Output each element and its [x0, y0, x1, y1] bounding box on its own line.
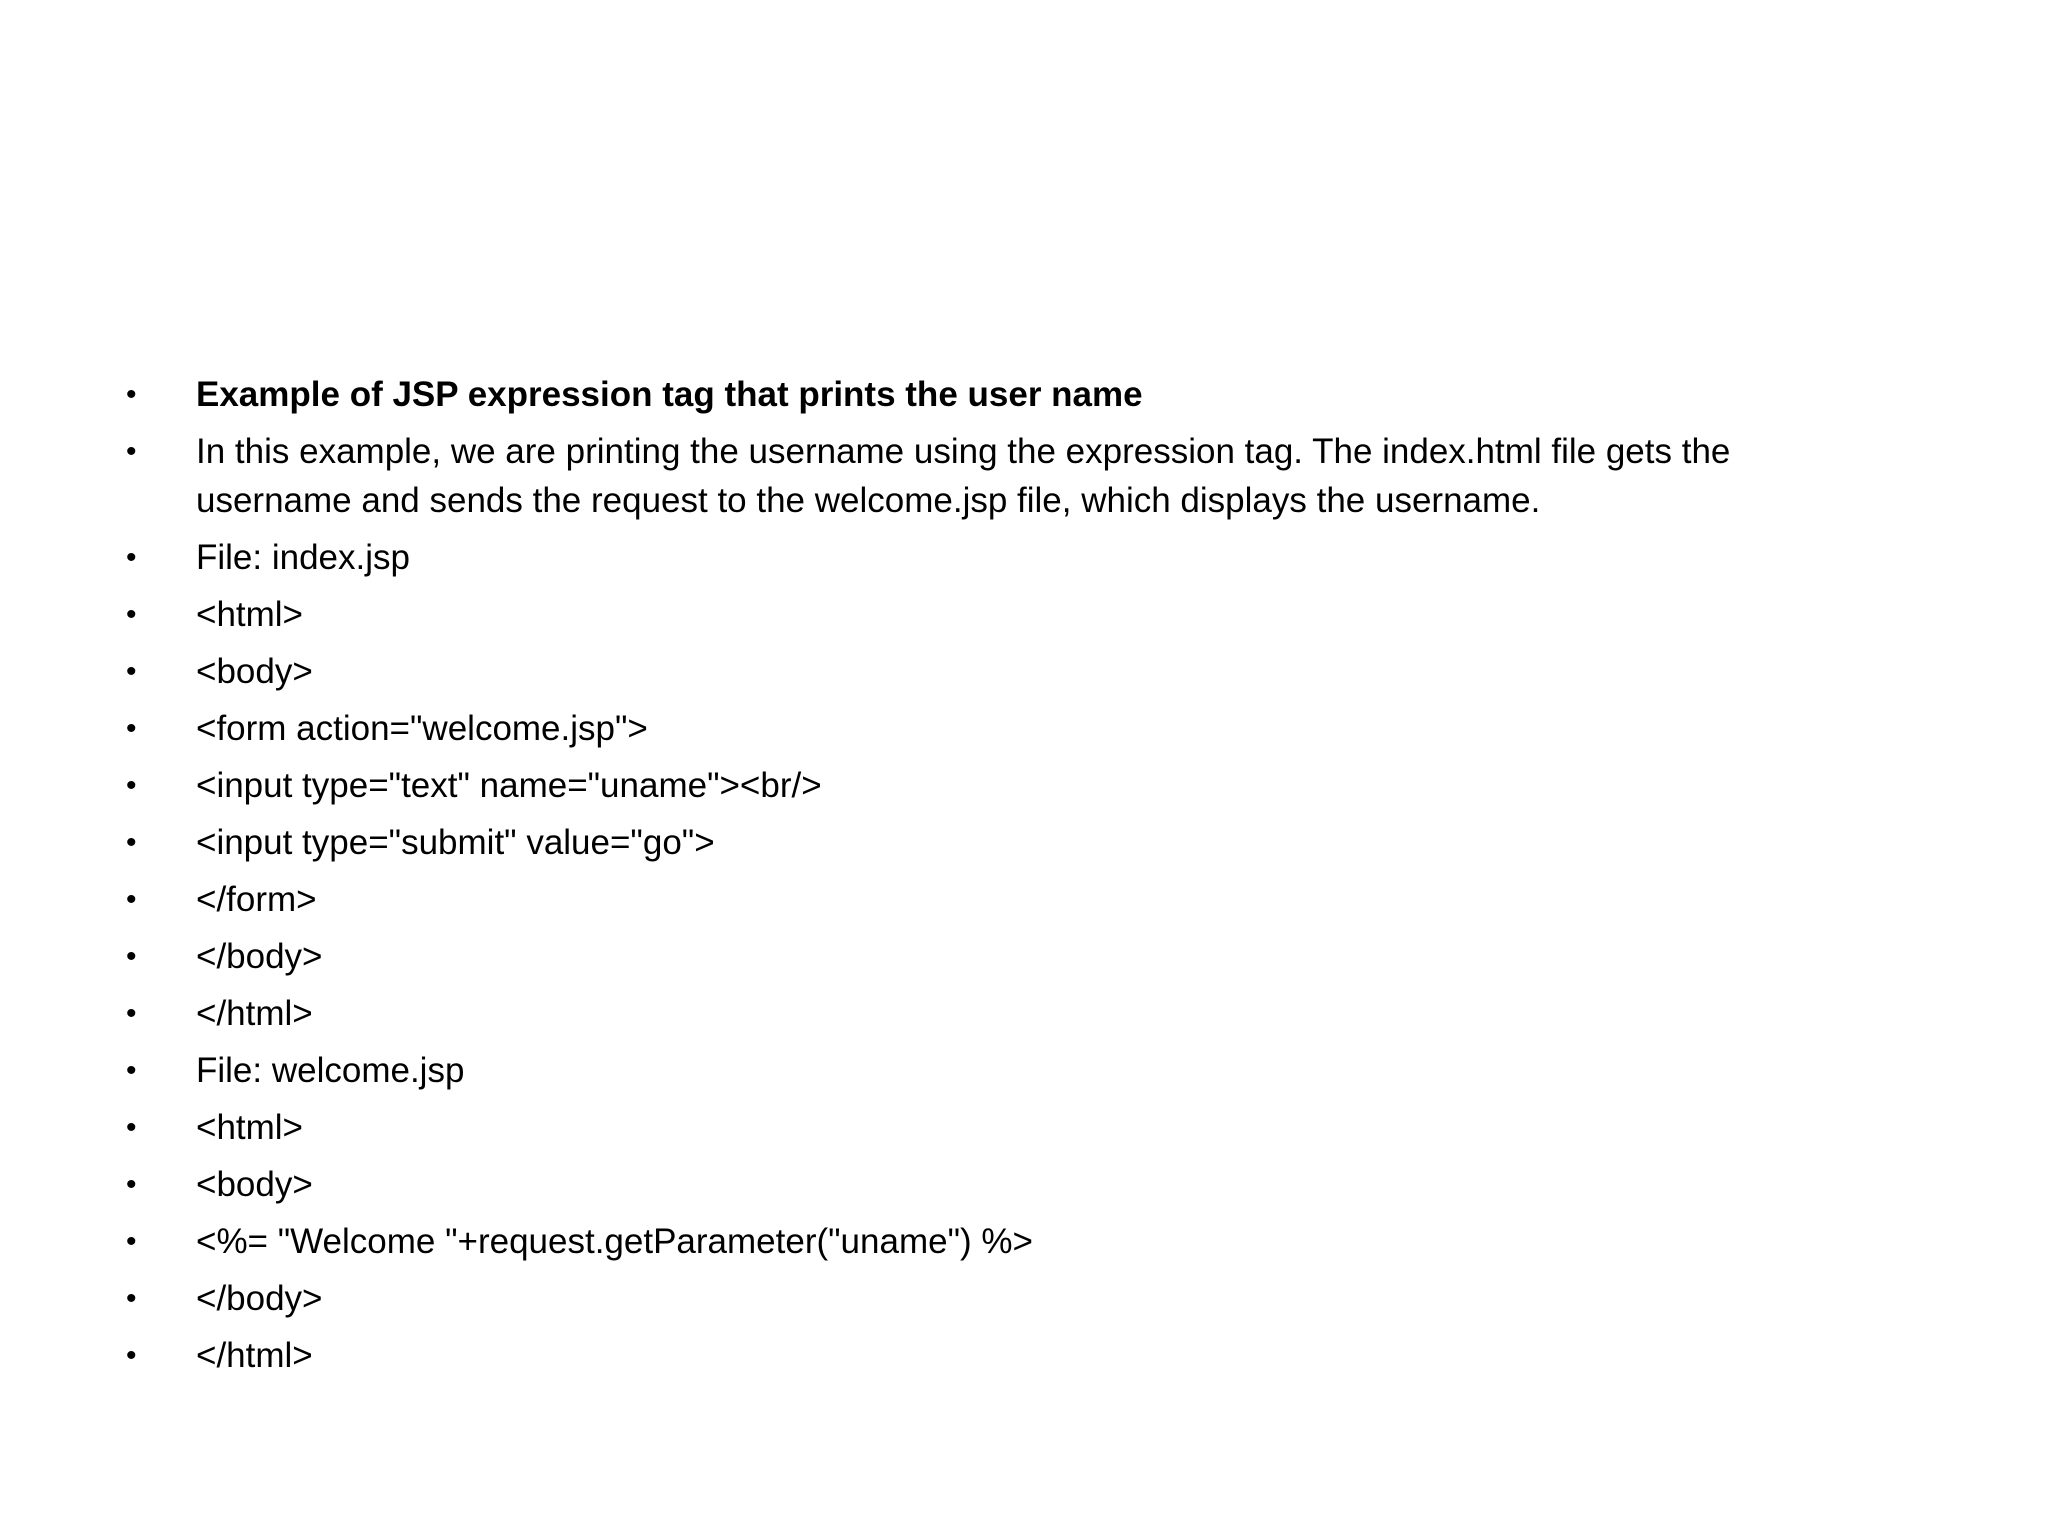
bullet-marker: •: [126, 541, 137, 574]
bullet-item: [120, 704, 1880, 753]
bullet-marker: •: [126, 940, 137, 973]
bullet-marker: •: [126, 883, 137, 916]
bullet-item: [120, 1217, 1880, 1266]
bullet-item: [120, 818, 1880, 867]
bullet-marker: •: [126, 1339, 137, 1372]
bullet-item: [120, 989, 1880, 1038]
bullet-marker: •: [126, 1168, 137, 1201]
bullet-text: <body>: [196, 1165, 313, 1204]
bullet-item: [120, 932, 1880, 981]
bullet-marker: •: [126, 997, 137, 1030]
bullet-marker: •: [126, 1225, 137, 1258]
bullet-heading: [120, 370, 1880, 419]
bullet-item: [120, 1274, 1880, 1323]
bullet-text: <body>: [196, 652, 313, 691]
bullet-text: </body>: [196, 937, 323, 976]
bullet-text: Example of JSP expression tag that prints the user name: [196, 375, 1143, 414]
bullet-marker: •: [126, 1054, 137, 1087]
bullet-item: [120, 1103, 1880, 1152]
bullet-text: File: welcome.jsp: [196, 1051, 465, 1090]
bullet-item: [120, 875, 1880, 924]
bullet-marker: •: [126, 1282, 137, 1315]
bullet-text: </form>: [196, 880, 317, 919]
bullet-marker: •: [126, 598, 137, 631]
bullet-text: <%= "Welcome "+request.getParameter("uname") %>: [196, 1222, 1033, 1261]
bullet-text: </body>: [196, 1279, 323, 1318]
bullet-marker: •: [126, 769, 137, 802]
bullet-text: In this example, we are printing the username using the expression tag. The index.html file gets the username and sends the request to the welcome.jsp file, which displays the username.: [196, 432, 1741, 520]
bullet-text: <form action="welcome.jsp">: [196, 709, 648, 748]
bullet-item: [120, 590, 1880, 639]
bullet-text: <html>: [196, 595, 303, 634]
bullet-text: </html>: [196, 994, 313, 1033]
bullet-marker: •: [126, 435, 137, 468]
bullet-marker: •: [126, 826, 137, 859]
bullet-text: <input type="text" name="uname"><br/>: [196, 766, 822, 805]
bullet-text: <input type="submit" value="go">: [196, 823, 715, 862]
bullet-text: </html>: [196, 1336, 313, 1375]
bullet-item: [120, 533, 1880, 582]
bullet-item: [120, 761, 1880, 810]
bullet-item: [120, 1046, 1880, 1095]
bullet-item: [120, 427, 1880, 525]
bullet-marker: •: [126, 378, 137, 411]
bullet-text: <html>: [196, 1108, 303, 1147]
bullet-marker: •: [126, 655, 137, 688]
bullet-text: File: index.jsp: [196, 538, 410, 577]
bullet-item: [120, 647, 1880, 696]
bullet-item: [120, 1331, 1880, 1380]
bullet-marker: •: [126, 712, 137, 745]
bullet-marker: •: [126, 1111, 137, 1144]
bullet-item: [120, 1160, 1880, 1209]
bullet-list: [120, 370, 1880, 1388]
